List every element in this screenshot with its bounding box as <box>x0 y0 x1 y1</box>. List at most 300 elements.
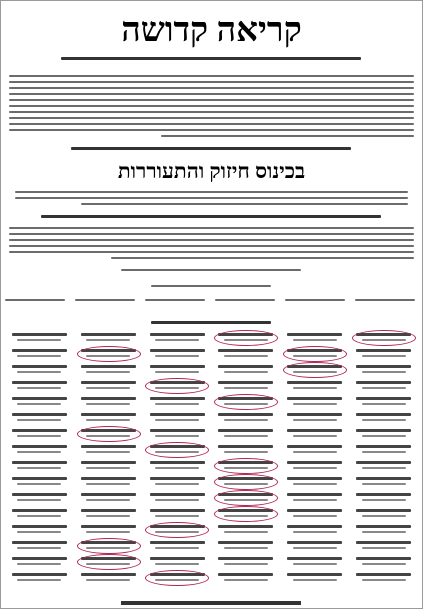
signatory-title <box>293 403 337 405</box>
signatory-name <box>150 429 205 432</box>
signatory-name <box>218 413 273 416</box>
signatory-title <box>17 483 61 485</box>
signatory-entry <box>212 475 281 491</box>
signatory-name <box>81 477 136 480</box>
signatory-title <box>293 515 337 517</box>
signatory-title <box>362 435 406 437</box>
signatory-title <box>293 387 337 389</box>
signatory-name <box>218 381 273 384</box>
signatory-entry <box>143 507 212 523</box>
body-paragraph-line <box>161 135 414 137</box>
signatory-title <box>362 499 406 501</box>
signatory-name <box>287 509 342 512</box>
signatory-name <box>218 509 273 512</box>
signatory-entry <box>212 347 281 363</box>
signatory-name <box>287 573 342 576</box>
signatory-title <box>293 547 337 549</box>
signatory-entry <box>5 555 74 571</box>
body-paragraph-line <box>9 123 414 125</box>
signatory-entry <box>5 475 74 491</box>
signatory-title <box>155 483 199 485</box>
signatory-name <box>356 493 411 496</box>
signatory-title <box>224 451 268 453</box>
signatory-title <box>17 531 61 533</box>
signatory-entry <box>74 347 143 363</box>
signatory-entry <box>5 331 74 347</box>
signatory-entry <box>349 491 418 507</box>
signatories-section-heading <box>151 321 271 324</box>
signatory-title <box>155 499 199 501</box>
signatory-name <box>287 333 342 336</box>
signatory-title <box>17 579 61 581</box>
signatory-name <box>287 461 342 464</box>
signatory-entry <box>74 363 143 379</box>
signatory-entry <box>74 491 143 507</box>
signatory-title <box>362 451 406 453</box>
signatory-entry <box>349 459 418 475</box>
signatory-name <box>12 381 67 384</box>
signatory-title <box>293 435 337 437</box>
signatory-name <box>218 557 273 560</box>
signatory-entry <box>212 491 281 507</box>
signatory-title <box>17 515 61 517</box>
signatory-title <box>17 355 61 357</box>
signatory-title <box>224 547 268 549</box>
signatory-title <box>362 531 406 533</box>
signatory-name <box>12 349 67 352</box>
signatory-title <box>155 579 199 581</box>
signatory-name <box>356 509 411 512</box>
signatory-name <box>150 381 205 384</box>
signatory-title <box>224 403 268 405</box>
signatory-entry <box>143 331 212 347</box>
signatory-title <box>155 435 199 437</box>
signatory-name <box>12 509 67 512</box>
signatory-entry <box>143 539 212 555</box>
signatory-entry <box>349 539 418 555</box>
signatory-name <box>356 541 411 544</box>
signatory-entry <box>74 395 143 411</box>
invitation-line <box>15 197 408 199</box>
signatory-name <box>356 525 411 528</box>
signatory-name <box>12 525 67 528</box>
signatory-title <box>86 451 130 453</box>
signatory-title <box>86 371 130 373</box>
signatory-name <box>218 477 273 480</box>
signatory-name <box>12 413 67 416</box>
signatory-title <box>224 483 268 485</box>
signatory-entry <box>349 571 418 587</box>
signatory-title <box>155 355 199 357</box>
signatory-entry <box>74 443 143 459</box>
signatory-name <box>218 493 273 496</box>
signatory-name <box>81 541 136 544</box>
closing-paragraph-line <box>9 251 414 253</box>
signatory-entry <box>212 523 281 539</box>
signatory-entry <box>143 475 212 491</box>
signatory-name <box>287 493 342 496</box>
signatory-entry <box>143 571 212 587</box>
signatory-entry <box>280 539 349 555</box>
body-paragraph-line <box>9 93 414 95</box>
signatory-entry <box>212 571 281 587</box>
signatory-entry <box>74 555 143 571</box>
signatory-name <box>218 333 273 336</box>
signatory-name <box>150 349 205 352</box>
signatory-entry <box>212 539 281 555</box>
signatory-title <box>86 563 130 565</box>
signatory-name <box>12 333 67 336</box>
signatory-entry <box>280 523 349 539</box>
body-paragraph-line <box>9 105 414 107</box>
signatory-title <box>362 515 406 517</box>
signatory-name <box>218 573 273 576</box>
signature-name <box>75 299 135 301</box>
signatory-entry <box>143 427 212 443</box>
signatory-entry <box>212 363 281 379</box>
signatory-entry <box>212 507 281 523</box>
signatory-entry <box>280 443 349 459</box>
signatory-name <box>81 381 136 384</box>
signatory-name <box>356 573 411 576</box>
signatory-name <box>287 525 342 528</box>
signatory-name <box>356 333 411 336</box>
closing-paragraph-line <box>9 245 414 247</box>
signatory-name <box>287 541 342 544</box>
signatory-title <box>86 579 130 581</box>
signature-name <box>5 299 65 301</box>
signatory-title <box>362 371 406 373</box>
signatory-title <box>362 483 406 485</box>
signatory-entry <box>5 347 74 363</box>
signatory-entry <box>349 555 418 571</box>
closing-paragraph-line <box>9 239 414 241</box>
signatory-entry <box>143 523 212 539</box>
signatory-name <box>218 525 273 528</box>
signatory-title <box>224 563 268 565</box>
signatory-name <box>150 541 205 544</box>
signatory-entry <box>280 331 349 347</box>
signoff-line <box>121 269 301 271</box>
signatory-title <box>293 499 337 501</box>
signatory-entry <box>143 347 212 363</box>
signatory-title <box>155 547 199 549</box>
signatory-name <box>81 509 136 512</box>
signatory-title <box>362 579 406 581</box>
signatory-title <box>86 499 130 501</box>
signatory-name <box>81 413 136 416</box>
signatory-name <box>12 557 67 560</box>
signatory-name <box>81 429 136 432</box>
signatory-entry <box>74 427 143 443</box>
signatory-name <box>81 493 136 496</box>
signatory-name <box>356 461 411 464</box>
signatory-title <box>86 547 130 549</box>
signatory-title <box>362 467 406 469</box>
signatory-name <box>150 365 205 368</box>
invitation-line <box>81 203 408 205</box>
signatory-title <box>155 371 199 373</box>
signatory-title <box>155 387 199 389</box>
signatory-title <box>17 435 61 437</box>
body-paragraph-line <box>9 117 414 119</box>
signatory-name <box>81 525 136 528</box>
footer-line <box>121 601 301 605</box>
signatory-title <box>362 403 406 405</box>
signatory-entry <box>280 347 349 363</box>
signatory-name <box>356 413 411 416</box>
signatory-entry <box>349 507 418 523</box>
signatory-entry <box>212 395 281 411</box>
signatory-name <box>356 445 411 448</box>
body-paragraph-line <box>9 111 414 113</box>
signatory-name <box>218 365 273 368</box>
signatory-name <box>287 397 342 400</box>
signatory-name <box>81 445 136 448</box>
signatory-name <box>12 365 67 368</box>
signatory-entry <box>349 331 418 347</box>
signatory-entry <box>5 539 74 555</box>
signatory-title <box>293 563 337 565</box>
signatory-title <box>293 371 337 373</box>
signatory-entry <box>212 379 281 395</box>
signatory-entry <box>280 571 349 587</box>
signatory-title <box>155 467 199 469</box>
signatory-title <box>86 403 130 405</box>
signatory-title <box>155 515 199 517</box>
signatory-name <box>150 557 205 560</box>
signatory-name <box>81 333 136 336</box>
signatory-entry <box>5 379 74 395</box>
body-paragraph-line <box>9 87 414 89</box>
signatory-title <box>155 419 199 421</box>
signatory-title <box>293 531 337 533</box>
invitation-line <box>15 191 408 193</box>
signatory-title <box>224 499 268 501</box>
signatory-name <box>287 557 342 560</box>
signatory-name <box>218 461 273 464</box>
gathering-heading: בכינוס חיזוק והתעוררות <box>117 159 306 183</box>
signatories-header-line <box>61 57 361 60</box>
signatory-name <box>150 397 205 400</box>
signatory-entry <box>280 507 349 523</box>
signatory-entry <box>5 523 74 539</box>
closing-paragraph-line <box>9 233 414 235</box>
signatory-entry <box>74 475 143 491</box>
signatory-name <box>287 349 342 352</box>
signatory-entry <box>74 571 143 587</box>
signatory-name <box>81 365 136 368</box>
signatory-name <box>218 445 273 448</box>
signatory-entry <box>143 395 212 411</box>
signatory-entry <box>74 379 143 395</box>
signatory-title <box>86 515 130 517</box>
signatory-title <box>17 467 61 469</box>
signatory-entry <box>5 363 74 379</box>
body-paragraph-line <box>9 81 414 83</box>
signatory-name <box>356 381 411 384</box>
signatory-title <box>155 563 199 565</box>
signatory-entry <box>280 491 349 507</box>
signatory-entry <box>349 363 418 379</box>
signatory-title <box>224 339 268 341</box>
signatory-entry <box>5 491 74 507</box>
signatory-title <box>224 387 268 389</box>
signatory-title <box>224 355 268 357</box>
signatory-entry <box>74 331 143 347</box>
signatory-name <box>150 525 205 528</box>
signatory-name <box>12 573 67 576</box>
signatory-title <box>17 547 61 549</box>
signatory-title <box>86 419 130 421</box>
signatory-title <box>224 515 268 517</box>
signatory-title <box>155 531 199 533</box>
signatory-title <box>86 339 130 341</box>
signatory-title <box>155 403 199 405</box>
signatory-entry <box>280 411 349 427</box>
signatory-title <box>293 339 337 341</box>
signatories-grid <box>5 331 418 593</box>
signatory-entry <box>143 379 212 395</box>
signatory-entry <box>143 411 212 427</box>
signatory-name <box>218 541 273 544</box>
closing-paragraph-line <box>9 227 414 229</box>
signatory-title <box>293 467 337 469</box>
signatory-title <box>362 339 406 341</box>
signatory-title <box>362 563 406 565</box>
signatory-name <box>287 365 342 368</box>
signatory-entry <box>74 459 143 475</box>
signatory-entry <box>74 523 143 539</box>
signatory-entry <box>143 491 212 507</box>
signatory-entry <box>212 331 281 347</box>
signatory-title <box>17 387 61 389</box>
signatory-title <box>224 531 268 533</box>
signatory-title <box>293 451 337 453</box>
signatory-title <box>17 499 61 501</box>
signatory-title <box>224 467 268 469</box>
signatory-entry <box>5 411 74 427</box>
signatory-title <box>17 371 61 373</box>
signatory-entry <box>5 427 74 443</box>
signatory-title <box>17 451 61 453</box>
signatory-entry <box>143 443 212 459</box>
signatory-entry <box>349 443 418 459</box>
top-signature-line <box>151 285 271 287</box>
signatory-title <box>86 387 130 389</box>
signatory-name <box>12 493 67 496</box>
signatory-entry <box>349 379 418 395</box>
signatory-name <box>81 461 136 464</box>
signatory-title <box>224 419 268 421</box>
signatory-name <box>287 381 342 384</box>
signatory-entry <box>280 379 349 395</box>
signatory-name <box>12 541 67 544</box>
signatory-entry <box>143 363 212 379</box>
signatory-name <box>81 557 136 560</box>
signatory-name <box>150 477 205 480</box>
signatory-name <box>356 397 411 400</box>
signatory-entry <box>74 411 143 427</box>
signatory-name <box>150 461 205 464</box>
signatory-title <box>17 339 61 341</box>
signatory-name <box>150 509 205 512</box>
signatory-name <box>218 429 273 432</box>
signatory-name <box>12 477 67 480</box>
signatory-entry <box>349 523 418 539</box>
signatory-entry <box>5 571 74 587</box>
signatory-title <box>362 355 406 357</box>
signatory-entry <box>5 395 74 411</box>
signatory-name <box>218 397 273 400</box>
top-signature-row <box>5 297 418 317</box>
signatory-name <box>287 477 342 480</box>
signatory-title <box>86 531 130 533</box>
body-paragraph-line <box>9 99 414 101</box>
signatory-title <box>17 419 61 421</box>
signatory-name <box>12 397 67 400</box>
signatory-title <box>293 483 337 485</box>
signatory-name <box>150 333 205 336</box>
signatory-title <box>17 403 61 405</box>
signatory-name <box>287 445 342 448</box>
signatory-name <box>12 461 67 464</box>
signatory-name <box>150 413 205 416</box>
signatory-name <box>12 429 67 432</box>
signatory-title <box>86 435 130 437</box>
signatory-name <box>81 397 136 400</box>
signatory-entry <box>349 347 418 363</box>
signatory-name <box>287 429 342 432</box>
signature-name <box>215 299 275 301</box>
signatory-name <box>356 429 411 432</box>
signatory-name <box>356 349 411 352</box>
signatory-entry <box>212 427 281 443</box>
signature-name <box>145 299 205 301</box>
signatory-entry <box>280 459 349 475</box>
signatory-name <box>81 573 136 576</box>
signatory-title <box>362 419 406 421</box>
signatory-title <box>293 419 337 421</box>
signature-name <box>355 299 415 301</box>
signatory-title <box>155 451 199 453</box>
signatory-entry <box>349 475 418 491</box>
body-paragraph-line <box>9 75 414 77</box>
signatory-name <box>218 349 273 352</box>
signatory-title <box>362 387 406 389</box>
signatory-entry <box>212 411 281 427</box>
signatory-entry <box>212 443 281 459</box>
signatory-entry <box>280 475 349 491</box>
signatory-title <box>86 483 130 485</box>
signatory-entry <box>349 395 418 411</box>
signatory-entry <box>280 395 349 411</box>
signatory-entry <box>74 539 143 555</box>
page-title: קריאה קדושה <box>121 12 302 49</box>
signatory-entry <box>5 443 74 459</box>
signatory-name <box>356 365 411 368</box>
body-paragraph-line <box>9 129 414 131</box>
signatory-name <box>150 573 205 576</box>
signatory-title <box>224 371 268 373</box>
signatory-name <box>150 493 205 496</box>
signatory-title <box>86 355 130 357</box>
signatory-entry <box>280 427 349 443</box>
signatory-entry <box>212 555 281 571</box>
signatory-title <box>17 563 61 565</box>
signature-name <box>285 299 345 301</box>
signatory-entry <box>349 427 418 443</box>
